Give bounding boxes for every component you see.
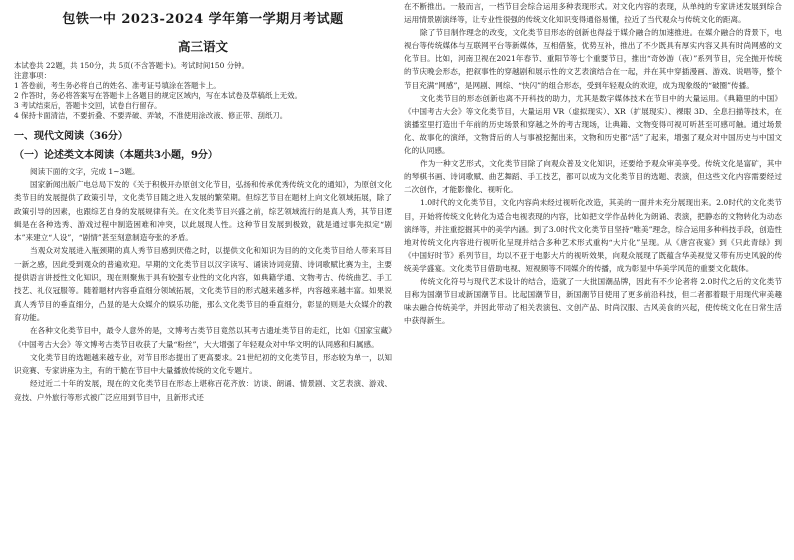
- article-paragraph: 传统文化符号与现代艺术设计的结合，造就了一大批国潮品牌，因此有不少论者将 2.0时代之后的文化类节目称为国潮节目或新国潮节目。比起国潮节目，新国潮节目使用了更多前沿科技，但二者都着眼于用现代审美趣味去融合传统美学，并因此带动了相关表演包、文创产品、时尚汉服、古风美食的兴起，使传统文化在日常生活中获得新生。: [404, 276, 782, 326]
- subsection-heading: （一）论述类文本阅读（本题共3小题，9分）: [14, 150, 218, 161]
- article-paragraph: 1.0时代的文化类节目，文化内容尚未经过视听化改造，其美的一面并未充分展现出来。2.0时代的文化类节目，开始将传统文化转化为适合电视表现的内容，比如把文学作品转化为朗诵、表演，把静态的文物转化为动态演绎等，并注重挖掘其中的美学内涵。到了3.0时代文化类节目坚持“唯美”理念，综合运用多种科技手段，创造性地对传统文化内容进行视听化呈现并结合多种艺术形式重构“大片化”呈现。从《唐宫夜宴》到《只此青绿》到《中国好时节》系列节目，均以不亚于电影大片的视听效果，向观众展现了既蕴含华美视觉又带有历史风貌的传统美学盛宴。文化类节目借助电视、短视频等不同媒介的传播，成为彰显中华美学风范的重要文化载体。: [404, 198, 782, 273]
- article-paragraph: 作为一种文艺形式，文化类节目除了向观众普及文化知识，还要给予观众审美享受。传统文化是富矿，其中的琴棋书画、诗词歌赋、曲艺舞蹈、手工技艺，都可以成为文化类节目的选题、表演，但这些文化内容需要经过二次创作，才能影像化、视听化。: [404, 159, 782, 195]
- article-paragraph: 文化类节目的形态创新也离不开科技的助力，尤其是数字媒体技术在节目中的大量运用。《典籍里的中国》《中国考古大会》等文化类节目，大量运用 VR（虚拟现实）、XR（扩展现实）、裸眼 3D、全息扫描等技术，在演播室里打造出千年前的历史场景和穿越之外的考古现场，让典籍、文物变得可视可听甚至可感可触。通过场景化、故事化的演绎，文物背后的人与事被挖掘出来，文物和历史都“活”了起来，增强了观众对中国历史与中国文化的认同感。: [404, 93, 782, 156]
- left-column: [14, 0, 392, 560]
- section-heading: 一、现代文阅读（36分）: [14, 131, 128, 142]
- reading-instruction: 阅读下面的文字，完成 1~3题。: [30, 167, 140, 176]
- notice-item: 2 作答时，务必将答案写在答题卡上各题目的规定区域内，写在本试卷及草稿纸上无效。: [14, 91, 302, 100]
- right-column: [404, 0, 782, 560]
- exam-meta: 本试卷共 22题，共 150分，共 5页(不含答题卡)。考试时间150 分钟。: [14, 61, 249, 70]
- article-paragraph: 经过近二十年的发展，现在的文化类节目在形态上堪称百花齐放：访谈、朗诵、情景剧、文艺表演、游戏、竞技、户外旅行等形式被广泛应用到节目中，且新形式还: [14, 379, 392, 402]
- exam-subject: 高三语文: [177, 39, 228, 54]
- notice-item: 3 考试结束后，答题卡交回，试卷自行留存。: [14, 101, 162, 110]
- notice-title: 注意事项：: [14, 71, 51, 80]
- article-paragraph: 在各种文化类节目中，最令人意外的是，文博考古类节目竟然以其考古遗址类节目的走红，比如《国家宝藏》《中国考古大会》等文博考古类节目收获了大量“粉丝”，大大增强了年轻观众对中华文明的认同感和归属感。: [14, 326, 392, 349]
- article-paragraph: 除了节目制作理念的改变，文化类节目形态的创新也得益于媒介融合的加速推进。在媒介融合的背景下，电视台等传统媒体与互联网平台等新媒体，互相借鉴，优势互补，推出了不少既具有厚实内容又具有时尚网感的文化节目。比如，河南卫视在2021年春节、重阳节等七个重要节日，推出“奇妙游（夜）”系列节目，完全抛开传统的节庆晚会形态，把叙事性的穿越剧和展示性的文艺表演结合在一起，并在其中穿插漫画、游戏、说唱等，整个节目充满“网感”，是网剧、网综、“快闪”的组合形态，受到年轻观众的欢迎，成为现象级的“破圈”传播。: [404, 28, 782, 90]
- article-paragraph: 当观众对发展进入瓶颈期的真人秀节目感到厌倦之时，以提供文化和知识为目的的文化类节目给人带来耳目一新之感，因此受到观众的普遍欢迎。早期的文化类节目以汉字读写、诵读诗词竞猜、诗词歌赋比赛为主，主要提供语言讲授性文化知识，现在则聚焦于具有较强专业性的文化内容，如典籍学通、文物考古、传统曲艺、手工技艺、礼仪冠服等。随着题材内容垂直细分领域拓展，文化类节目的形式越来越多样，内容越来越丰富。如果说真人秀节目的垂直细分，凸显的是大众媒介的娱乐功能，那么文化类节目的垂直细分，彰显的则是大众媒介的教育功能。: [14, 246, 392, 322]
- article-paragraph: 文化类节目的选题越来越专业，对节目形态提出了更高要求。21世纪初的文化类节目，形态较为单一，以知识竞赛、专家讲座为主，有的干脆在节目中大量播放传统的文化专题片。: [14, 352, 392, 376]
- article-paragraph: 在不断推出。一般而言，一档节目会综合运用多种表现形式。对文化内容的表现，从单纯的专家讲述发展到综合运用情景剧演绎等，让专业性很强的传统文化知识变得通俗易懂，拉近了当代观众与传统文化的距离。: [404, 2, 782, 25]
- notice-item: 1 答卷前，考生务必将自己的姓名、准考证号填涂在答题卡上。: [14, 81, 221, 90]
- exam-title: 包铁一中 2023-2024 学年第一学期月考试题: [62, 12, 344, 27]
- notice-item: 4 保持卡面清洁，不要折叠、不要弄破、弄皱，不准使用涂改液、修正带、刮纸刀。: [14, 111, 288, 120]
- article-paragraph: 国家新闻出版广电总局下发的《关于积极开办原创文化节目，弘扬和传承优秀传统文化的通知》，为原创文化类节目的发展提供了政策引导，文化类节目随之进入发展的繁荣期。但综艺节目在题材上向文化领域拓展，除了政策引导的因素，也跟综艺自身的发展规律有关。在文化类节目兴盛之前，综艺领域流行的是真人秀，其节目逻辑是在各种选秀、游戏过程中制造困难和冲突，以此展现人性。这种节目发展到极致，就是通过事先拟定“剧本”来建立“人设”，“剧情”甚至刻意制造夸张的矛盾。: [14, 180, 392, 243]
